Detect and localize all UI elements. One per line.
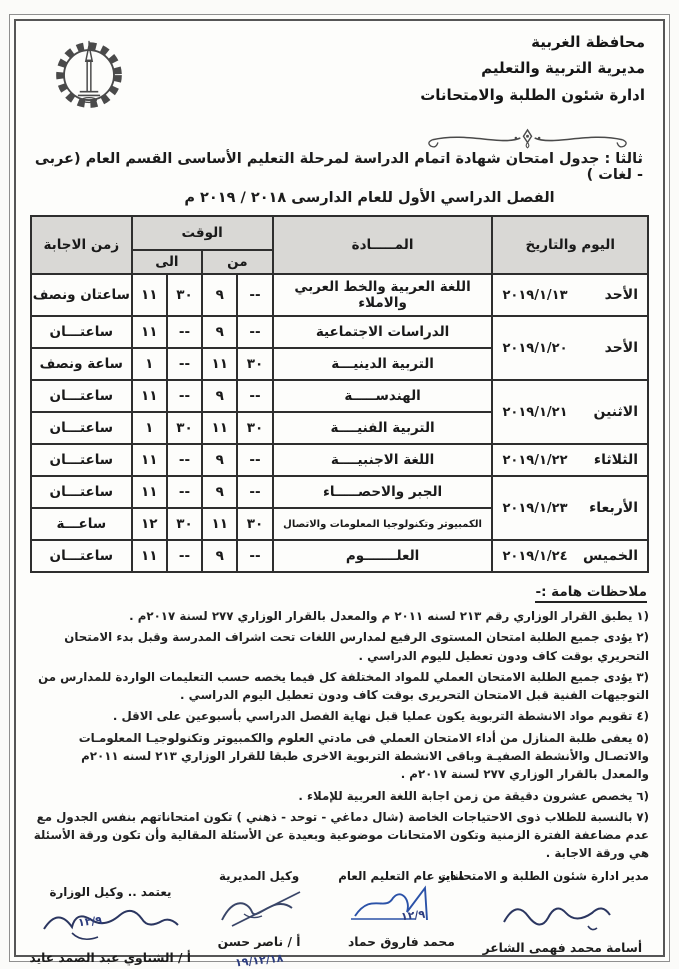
note-number: ٧): [636, 809, 649, 824]
signature-title: وكيل المديرية: [218, 868, 300, 883]
from-minutes-cell: ٣٠: [237, 412, 272, 444]
note-text: يطبق القرار الوزاري رقم ٢١٣ لسنه ٢٠١١ م والمعدل بالقرار الوزاري ٢٧٧ لسنة ٢٠١٧م .: [129, 609, 633, 623]
day-name: الاثنين: [593, 404, 638, 420]
note-number: ١): [636, 609, 649, 623]
from-minutes-cell: --: [237, 476, 272, 508]
note-number: ٥): [636, 730, 649, 745]
duration-cell: ساعتـــان: [31, 444, 132, 476]
signature-scribble-icon: [204, 885, 314, 931]
subject-cell: الجبر والاحصـــــاء: [273, 476, 493, 508]
signature-scribble-icon: [492, 891, 632, 937]
day-date-cell: [492, 316, 648, 380]
duration-cell: ساعة ونصف: [31, 348, 132, 380]
to-minutes-cell: ٣٠: [167, 508, 202, 540]
to-hour-cell: ١: [132, 348, 167, 380]
signature-name: أ / الشناوي عبد الصمد عايد: [29, 950, 191, 965]
exam-schedule-table: [30, 215, 649, 573]
signature-title: مدير ادارة شئون الطلبة و الامتحانات: [438, 868, 649, 883]
to-hour-cell: ١١: [132, 444, 167, 476]
from-minutes-cell: --: [237, 444, 272, 476]
to-hour-cell: ١١: [132, 274, 167, 316]
note-text: يخصص عشرون دقيقة من زمن اجابة اللغة العربية للإملاء .: [298, 788, 633, 803]
org-line-governorate: محافظة الغربية: [531, 33, 645, 51]
duration-cell: ساعتـــان: [31, 476, 132, 508]
from-minutes-cell: --: [237, 380, 272, 412]
from-minutes-cell: --: [237, 540, 272, 572]
flourish-divider-icon: [420, 127, 635, 149]
note-item: [30, 628, 649, 665]
from-hour-cell: ٩: [202, 476, 237, 508]
from-hour-cell: ٩: [202, 444, 237, 476]
day-date: ٢٠١٩/١/٢١: [502, 404, 568, 420]
day-name: الخميس: [582, 548, 638, 564]
from-minutes-cell: --: [237, 316, 272, 348]
signature-name: محمد فاروق حماد: [348, 934, 455, 949]
from-hour-cell: ٩: [202, 380, 237, 412]
table-row: [31, 380, 648, 412]
to-minutes-cell: ٣٠: [167, 412, 202, 444]
governorate-emblem-icon: [52, 33, 126, 119]
table-row: [31, 476, 648, 508]
org-line-directorate: مديرية التربية والتعليم: [481, 59, 645, 78]
signature-directorate-deputy: [191, 869, 327, 968]
subject-cell: اللغة العربية والخط العربي والاملاء: [273, 274, 493, 316]
table-row: [31, 316, 648, 348]
to-minutes-cell: ٣٠: [167, 274, 202, 316]
note-item: [30, 729, 649, 784]
to-minutes-cell: --: [167, 476, 202, 508]
day-date: ٢٠١٩/١/٢٢: [502, 452, 568, 468]
signature-handwritten-date: ١٩/١٢/١٨: [234, 951, 284, 969]
to-minutes-cell: --: [167, 348, 202, 380]
signature-exams-director: [438, 868, 649, 955]
page-inner-frame: [14, 19, 665, 969]
title-line-2: الفصل الدراسي الأول للعام الدارسى ٢٠١٨ / ٢٠١٩ م: [184, 190, 555, 206]
note-item: [30, 607, 649, 625]
duration-cell: ساعتان ونصف: [31, 274, 132, 316]
from-hour-cell: ١١: [202, 508, 237, 540]
col-header-to: الى: [132, 250, 203, 274]
table-row: [31, 274, 648, 316]
day-name: الثلاثاء: [593, 452, 638, 468]
col-header-day: اليوم والتاريخ: [492, 216, 648, 274]
notes-title: ملاحظات هامة :-: [535, 584, 647, 603]
page-outer-frame: [9, 14, 670, 969]
day-date: ٢٠١٩/١/٢٠: [502, 340, 568, 356]
from-hour-cell: ٩: [202, 540, 237, 572]
col-header-duration: زمن الاجابة: [31, 216, 132, 274]
day-date-cell: [492, 476, 648, 540]
note-item: [30, 668, 649, 705]
to-hour-cell: ١١: [132, 380, 167, 412]
document-title: [30, 151, 649, 206]
note-item: [30, 707, 649, 725]
table-header: [31, 216, 648, 274]
from-minutes-cell: --: [237, 274, 272, 316]
col-header-time: الوقت: [132, 216, 273, 250]
important-notes-section: [30, 581, 649, 863]
day-date-cell: [492, 444, 648, 476]
to-minutes-cell: --: [167, 540, 202, 572]
to-minutes-cell: --: [167, 444, 202, 476]
note-number: ٢): [636, 630, 649, 645]
note-item: [30, 787, 649, 805]
subject-cell: الهندســـــة: [273, 380, 493, 412]
to-hour-cell: ١٢: [132, 508, 167, 540]
note-number: ٤): [636, 709, 649, 724]
to-hour-cell: ١: [132, 412, 167, 444]
day-date: ٢٠١٩/١/٢٣: [502, 500, 568, 516]
table-row: [31, 444, 648, 476]
duration-cell: ساعتـــان: [31, 412, 132, 444]
note-text: تقويم مواد الانشطة التربوية يكون عمليا قبل نهاية الفصل الدراسي بأسبوعين على الاقل .: [112, 709, 633, 724]
col-header-subject: المـــــادة: [273, 216, 493, 274]
table-row: [31, 540, 648, 572]
from-minutes-cell: ٣٠: [237, 508, 272, 540]
note-text: يؤدى جميع الطلبة امتحان المستوى الرفيع لمدارس اللغات تحت اشراف المدرسة وقبل بدء الامتحان التحريري بوقت كاف ودون تعطيل لليوم الدراسي .: [64, 630, 649, 663]
subject-cell: الكمبيوتر وتكنولوجيا المعلومات والاتصال: [273, 508, 493, 540]
from-hour-cell: ٩: [202, 316, 237, 348]
from-hour-cell: ١١: [202, 412, 237, 444]
duration-cell: ساعتـــان: [31, 540, 132, 572]
from-minutes-cell: ٣٠: [237, 348, 272, 380]
signature-general-education-director: [327, 869, 476, 949]
note-number: ٣): [636, 669, 649, 684]
to-hour-cell: ١١: [132, 476, 167, 508]
ornament-divider: [30, 127, 649, 149]
subject-cell: التربية الدينيـــة: [273, 348, 493, 380]
signature-handwritten-date: ١٢/٩: [77, 913, 104, 929]
note-number: ٦): [636, 788, 649, 803]
from-hour-cell: ١١: [202, 348, 237, 380]
note-text: يعفى طلبة المنازل من أداء الامتحان العملي فى مادتي العلوم والكمبيوتر وتكنولوجيـا المعلومـات والاتصـال والأنشطة الصفيـة وباقى الانشطة التربوية الاخرى طبقا للقرار الوزاري ٢١٣ لسنه ٢٠١١م والمعدل بالقرار الوزاري ٢٧٧ لسنة ٢٠١٧م .: [78, 730, 649, 782]
signature-name: أ / ناصر حسن: [217, 934, 301, 949]
subject-cell: التربية الفنيــــة: [273, 412, 493, 444]
signature-scribble-icon: [341, 885, 461, 931]
to-minutes-cell: --: [167, 316, 202, 348]
signature-scribble-icon: [36, 901, 186, 947]
to-hour-cell: ١١: [132, 316, 167, 348]
day-date-cell: [492, 380, 648, 444]
subject-cell: الدراسات الاجتماعية: [273, 316, 493, 348]
subject-cell: العلـــــــوم: [273, 540, 493, 572]
day-name: الأحد: [604, 340, 638, 356]
day-date-cell: [492, 540, 648, 572]
day-date: ٢٠١٩/١/١٣: [502, 287, 568, 303]
duration-cell: ساعتـــان: [31, 316, 132, 348]
signatures-block: [30, 869, 649, 968]
org-line-administration: ادارة شئون الطلبة والامتحانات: [420, 85, 645, 104]
signature-title: مدير عام التعليم العام: [338, 868, 465, 883]
day-name: الأربعاء: [589, 500, 638, 516]
duration-cell: ساعتـــان: [31, 380, 132, 412]
signature-title: يعتمد .. وكيل الوزارة: [49, 884, 172, 899]
signature-ministry-undersecretary: [30, 869, 191, 965]
signature-name: أسامة محمد فهمى الشاعر: [482, 940, 643, 955]
note-text: بالنسبة للطلاب ذوى الاحتياجات الخاصة (شال دماغي - توحد - ذهني ) تكون امتحاناتهم بنفس الجدول مع عدم مضاعفة الفترة الزمنية وتكون الامتحانات موضوعية وبعيدة عن الأسئلة المقالية وأن تكون ورقة الأسئلة هي ورقة الاجابة .: [33, 809, 649, 861]
day-date-cell: [492, 274, 648, 316]
note-item: [30, 808, 649, 863]
title-line-1: ثالثا : جدول امتحان شهادة اتمام الدراسة لمرحلة التعليم الأساسى القسم العام (عربى - لغات ): [34, 151, 643, 183]
day-name: الأحد: [604, 287, 638, 303]
col-header-from: من: [202, 250, 273, 274]
to-minutes-cell: --: [167, 380, 202, 412]
document-header: [30, 29, 649, 127]
duration-cell: ساعـــة: [31, 508, 132, 540]
note-text: يؤدى جميع الطلبة الامتحان العملي للمواد المختلفة كل فيما يخصه حسب التعليمات الواردة للمدارس من التوجيهات الفنية قبل الامتحان التحريرى بوقت كاف ودون تعطيل اليوم الدراسي .: [38, 669, 649, 703]
day-date: ٢٠١٩/١/٢٤: [502, 548, 568, 564]
from-hour-cell: ٩: [202, 274, 237, 316]
signature-handwritten-date: ١٢/٩: [400, 907, 426, 923]
subject-cell: اللغة الاجنبيــــة: [273, 444, 493, 476]
to-hour-cell: ١١: [132, 540, 167, 572]
